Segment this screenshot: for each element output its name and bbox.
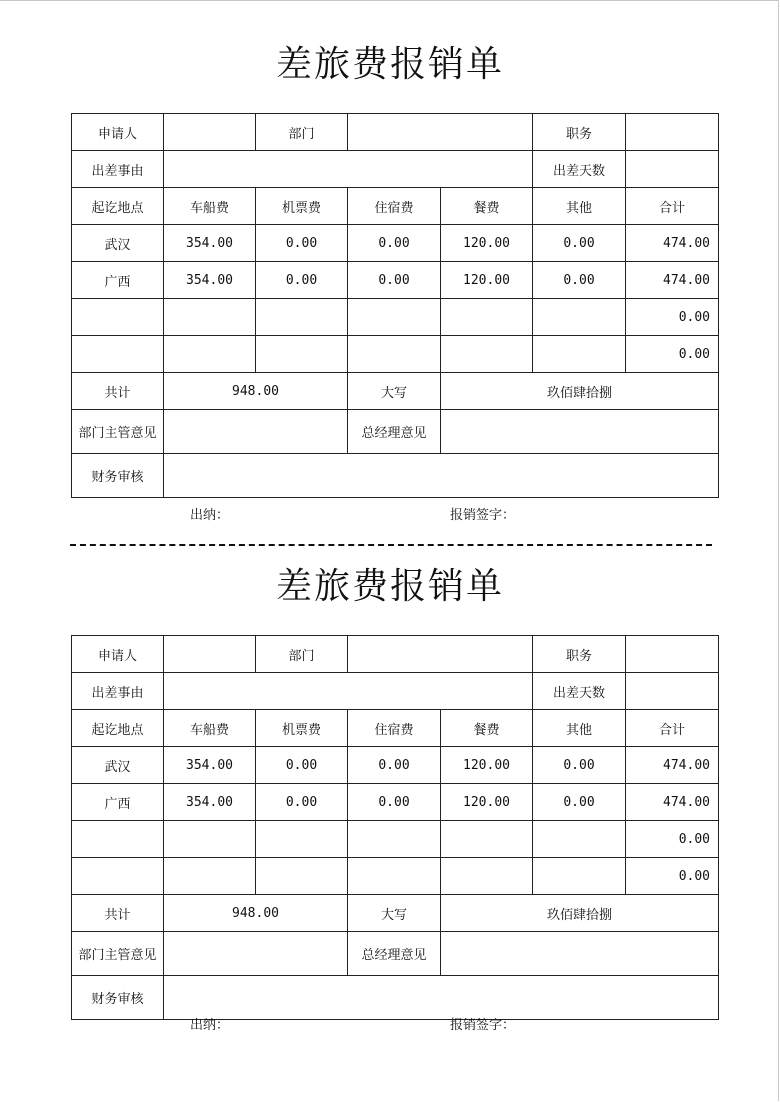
- other-cell[interactable]: [533, 336, 626, 373]
- form-title: 差旅费报销单: [275, 566, 504, 607]
- table-row: [72, 225, 719, 262]
- subtotal-cell: 474.00: [626, 262, 719, 299]
- position-label: 职务: [533, 636, 626, 673]
- total-label: 共计: [72, 373, 164, 410]
- other-header: 其他: [533, 188, 626, 225]
- vehicle-cell[interactable]: [164, 336, 256, 373]
- applicant-label: 申请人: [72, 114, 164, 151]
- total-row: [72, 373, 719, 410]
- applicant-field[interactable]: [164, 114, 256, 151]
- capital-amount: 玖佰肆拾捌: [441, 895, 719, 932]
- subtotal-cell: 0.00: [626, 299, 719, 336]
- meals-cell[interactable]: 120.00: [441, 747, 533, 784]
- lodging-header: 住宿费: [348, 710, 441, 747]
- lodging-header: 住宿费: [348, 188, 441, 225]
- department-label: 部门: [256, 636, 348, 673]
- subtotal-cell: 474.00: [626, 784, 719, 821]
- finance-row: [72, 454, 719, 498]
- airfare-cell[interactable]: 0.00: [256, 225, 348, 262]
- days-label: 出差天数: [533, 673, 626, 710]
- reason-field[interactable]: [164, 151, 533, 188]
- lodging-cell[interactable]: [348, 299, 441, 336]
- capital-label: 大写: [348, 373, 441, 410]
- table-row: [72, 299, 719, 336]
- finance-review-field[interactable]: [164, 976, 719, 1020]
- signature-label: 报销签字：: [450, 508, 516, 523]
- reason-field[interactable]: [164, 673, 533, 710]
- department-label: 部门: [256, 114, 348, 151]
- applicant-row: [72, 636, 719, 673]
- reason-row: [72, 151, 719, 188]
- opinion-row: [72, 932, 719, 976]
- table-row: [72, 747, 719, 784]
- place-cell[interactable]: 武汉: [72, 747, 164, 784]
- airfare-cell[interactable]: [256, 299, 348, 336]
- vehicle-cell[interactable]: 354.00: [164, 262, 256, 299]
- airfare-header: 机票费: [256, 710, 348, 747]
- applicant-label: 申请人: [72, 636, 164, 673]
- subtotal-cell: 0.00: [626, 858, 719, 895]
- place-cell[interactable]: [72, 336, 164, 373]
- finance-row: [72, 976, 719, 1020]
- vehicle-cell[interactable]: [164, 821, 256, 858]
- dept-head-opinion-label: 部门主管意见: [72, 410, 164, 454]
- table-row: [72, 858, 719, 895]
- table-row: [72, 336, 719, 373]
- table-row: [72, 262, 719, 299]
- place-cell[interactable]: 广西: [72, 784, 164, 821]
- lodging-cell[interactable]: 0.00: [348, 784, 441, 821]
- cashier-label: 出纳：: [190, 508, 230, 523]
- subtotal-header: 合计: [626, 188, 719, 225]
- airfare-cell[interactable]: 0.00: [256, 262, 348, 299]
- airfare-cell[interactable]: [256, 821, 348, 858]
- finance-review-field[interactable]: [164, 454, 719, 498]
- cut-line-divider: [70, 544, 712, 546]
- meals-cell[interactable]: [441, 299, 533, 336]
- capital-label: 大写: [348, 895, 441, 932]
- vehicle-cell[interactable]: [164, 299, 256, 336]
- dept-head-opinion-field[interactable]: [164, 932, 348, 976]
- airfare-cell[interactable]: [256, 336, 348, 373]
- dept-head-opinion-field[interactable]: [164, 410, 348, 454]
- total-row: [72, 895, 719, 932]
- applicant-field[interactable]: [164, 636, 256, 673]
- applicant-row: [72, 114, 719, 151]
- gm-opinion-label: 总经理意见: [348, 410, 441, 454]
- other-cell[interactable]: [533, 858, 626, 895]
- place-cell[interactable]: [72, 299, 164, 336]
- department-field[interactable]: [348, 114, 533, 151]
- meals-header: 餐费: [441, 710, 533, 747]
- meals-cell[interactable]: [441, 821, 533, 858]
- place-cell[interactable]: [72, 821, 164, 858]
- vehicle-header: 车船费: [164, 188, 256, 225]
- route-header: 起讫地点: [72, 188, 164, 225]
- subtotal-cell: 474.00: [626, 225, 719, 262]
- place-cell[interactable]: [72, 858, 164, 895]
- meals-header: 餐费: [441, 188, 533, 225]
- lodging-cell[interactable]: 0.00: [348, 262, 441, 299]
- other-cell[interactable]: 0.00: [533, 747, 626, 784]
- total-amount: 948.00: [164, 373, 348, 410]
- header-row: [72, 188, 719, 225]
- table-row: [72, 784, 719, 821]
- vehicle-cell[interactable]: 354.00: [164, 747, 256, 784]
- subtotal-header: 合计: [626, 710, 719, 747]
- vehicle-header: 车船费: [164, 710, 256, 747]
- finance-review-label: 财务审核: [72, 454, 164, 498]
- capital-amount: 玖佰肆拾捌: [441, 373, 719, 410]
- position-field[interactable]: [626, 114, 719, 151]
- department-field[interactable]: [348, 636, 533, 673]
- meals-cell[interactable]: 120.00: [441, 225, 533, 262]
- airfare-cell[interactable]: 0.00: [256, 784, 348, 821]
- lodging-cell[interactable]: [348, 821, 441, 858]
- reason-label: 出差事由: [72, 673, 164, 710]
- lodging-cell[interactable]: 0.00: [348, 747, 441, 784]
- expense-table: [71, 113, 719, 498]
- finance-review-label: 财务审核: [72, 976, 164, 1020]
- route-header: 起讫地点: [72, 710, 164, 747]
- gm-opinion-field[interactable]: [441, 410, 719, 454]
- vehicle-cell[interactable]: [164, 858, 256, 895]
- days-field[interactable]: [626, 673, 719, 710]
- meals-cell[interactable]: 120.00: [441, 784, 533, 821]
- table-row: [72, 821, 719, 858]
- meals-cell[interactable]: [441, 336, 533, 373]
- subtotal-cell: 0.00: [626, 336, 719, 373]
- other-header: 其他: [533, 710, 626, 747]
- vehicle-cell[interactable]: 354.00: [164, 784, 256, 821]
- meals-cell[interactable]: [441, 858, 533, 895]
- total-amount: 948.00: [164, 895, 348, 932]
- lodging-cell[interactable]: [348, 858, 441, 895]
- subtotal-cell: 474.00: [626, 747, 719, 784]
- form-title: 差旅费报销单: [275, 44, 504, 85]
- total-label: 共计: [72, 895, 164, 932]
- days-label: 出差天数: [533, 151, 626, 188]
- other-cell[interactable]: 0.00: [533, 262, 626, 299]
- gm-opinion-field[interactable]: [441, 932, 719, 976]
- lodging-cell[interactable]: [348, 336, 441, 373]
- reason-label: 出差事由: [72, 151, 164, 188]
- opinion-row: [72, 410, 719, 454]
- position-field[interactable]: [626, 636, 719, 673]
- other-cell[interactable]: [533, 299, 626, 336]
- cashier-label: 出纳：: [190, 1018, 230, 1033]
- other-cell[interactable]: 0.00: [533, 225, 626, 262]
- header-row: [72, 710, 719, 747]
- other-cell[interactable]: 0.00: [533, 784, 626, 821]
- subtotal-cell: 0.00: [626, 821, 719, 858]
- dept-head-opinion-label: 部门主管意见: [72, 932, 164, 976]
- other-cell[interactable]: [533, 821, 626, 858]
- meals-cell[interactable]: 120.00: [441, 262, 533, 299]
- airfare-cell[interactable]: 0.00: [256, 747, 348, 784]
- lodging-cell[interactable]: 0.00: [348, 225, 441, 262]
- days-field[interactable]: [626, 151, 719, 188]
- vehicle-cell[interactable]: 354.00: [164, 225, 256, 262]
- expense-table: [71, 635, 719, 1020]
- place-cell[interactable]: 武汉: [72, 225, 164, 262]
- place-cell[interactable]: 广西: [72, 262, 164, 299]
- airfare-cell[interactable]: [256, 858, 348, 895]
- airfare-header: 机票费: [256, 188, 348, 225]
- reason-row: [72, 673, 719, 710]
- position-label: 职务: [533, 114, 626, 151]
- gm-opinion-label: 总经理意见: [348, 932, 441, 976]
- signature-label: 报销签字：: [450, 1018, 516, 1033]
